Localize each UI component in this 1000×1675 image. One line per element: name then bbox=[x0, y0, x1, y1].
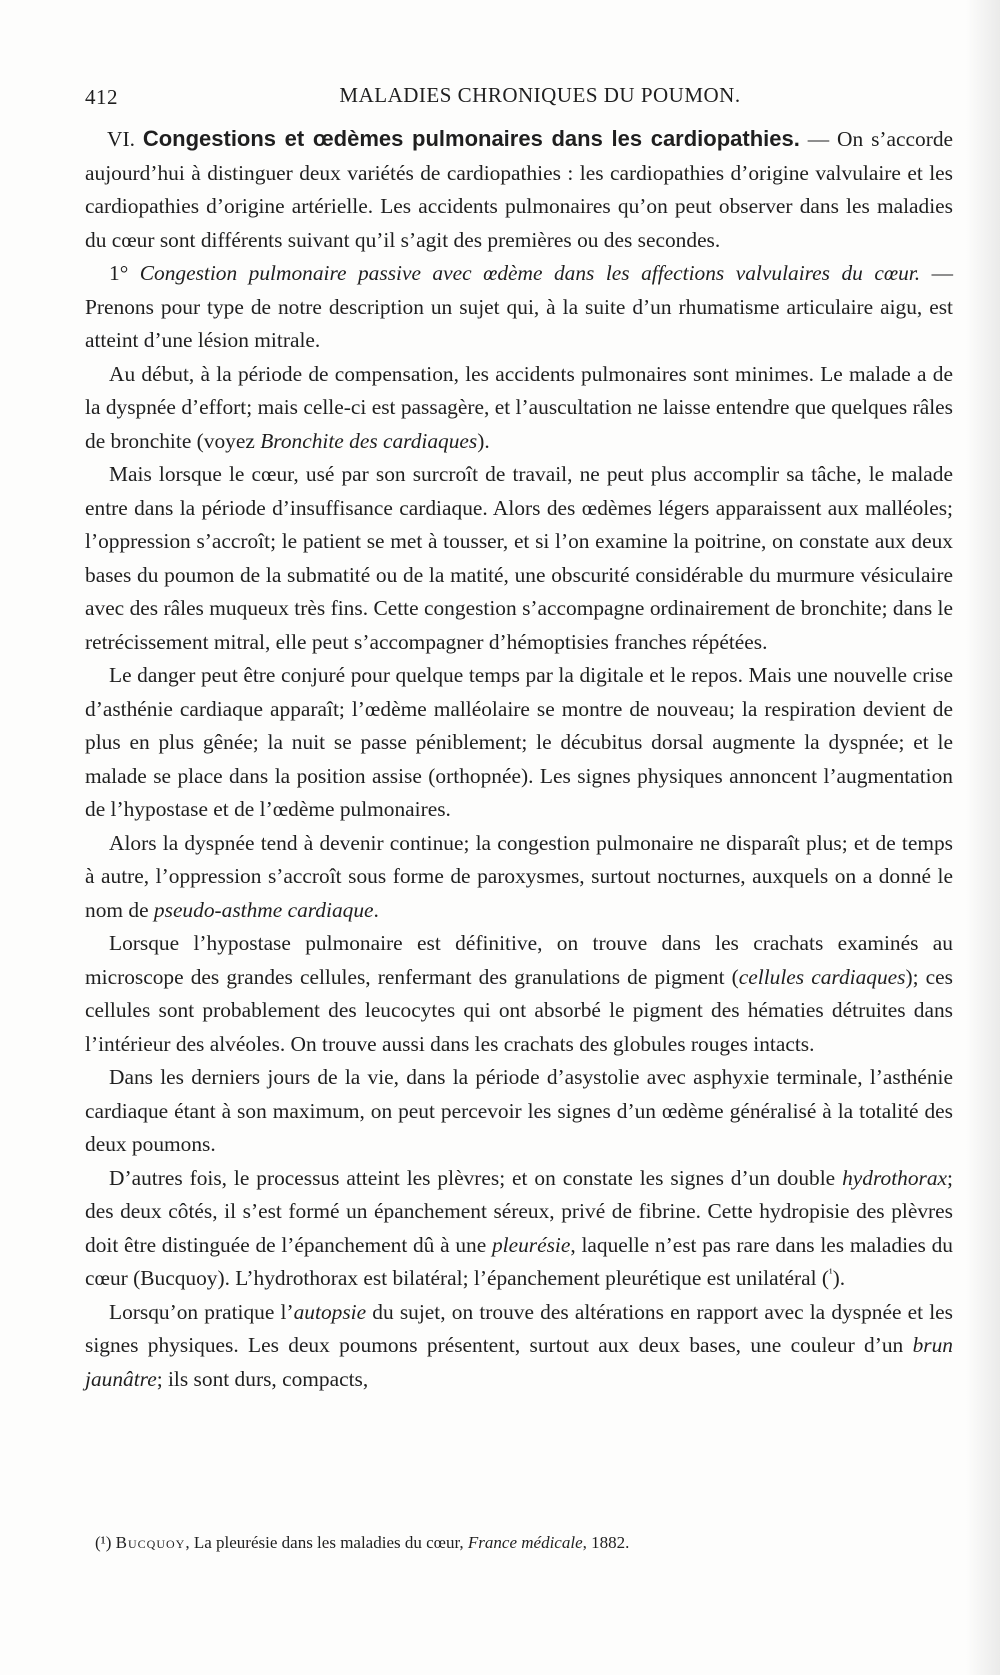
paragraph-text: ). bbox=[832, 1266, 846, 1290]
section-heading: Congestions et œdèmes pulmonaires dans les cardiopathies. bbox=[142, 126, 800, 151]
page-edge-shadow bbox=[966, 0, 1000, 1675]
term-italic: cellules cardiaques bbox=[738, 964, 906, 989]
paragraph-text: D’autres fois, le processus atteint les plèvres; et on constate les signes d’un double bbox=[109, 1165, 843, 1190]
paragraph-section-intro bbox=[85, 122, 953, 257]
paragraph-text: ); ces cellules sont probablement des leucocytes qui ont absorbé le pigment des hématies détruites dans l’intérieur des alvéoles. On trouve aussi dans les crachats des globules rouges intacts. bbox=[85, 964, 953, 1056]
term-italic: pleurésie bbox=[491, 1232, 571, 1257]
paragraph-text: Lorsque l’hypostase pulmonaire est définitive, on trouve dans les crachats examinés au microscope des grandes cellules, renfermant des granulations de pigment ( bbox=[85, 931, 953, 989]
paragraph-text: ). bbox=[477, 428, 490, 453]
paragraph-autopsy bbox=[85, 1296, 953, 1397]
paragraph-text: Au début, à la période de compensation, les accidents pulmonaires sont minimes. Le malade a de la dyspnée d’effort; mais celle-ci est passagère, et l’auscultation ne laisse entendre que quelques râles de bronchite (voyez bbox=[85, 361, 953, 453]
paragraph-text: , laquelle n’est pas rare dans les maladies du cœur (Bucquoy). L’hydrothorax est bilatéral; l’épanchement pleurétique est unilatéral ( bbox=[85, 1232, 953, 1290]
term-italic: autopsie bbox=[293, 1299, 367, 1324]
paragraph-subsection bbox=[85, 257, 953, 358]
section-number: VI. bbox=[107, 127, 135, 151]
paragraph-text: Lorsqu’on pratique l’ bbox=[109, 1299, 294, 1324]
subsection-heading: Congestion pulmonaire passive avec œdème dans les affections valvulaires du cœur. bbox=[139, 261, 921, 285]
page-number: 412 bbox=[85, 85, 118, 109]
footnote-author: Bucquoy bbox=[115, 1533, 186, 1552]
paragraph-text: Alors la dyspnée tend à devenir continue; la congestion pulmonaire ne disparaît plus; et de temps à autre, l’oppression s’accroît sous forme de paroxysmes, surtout nocturnes, auxquels on a donné le nom de bbox=[85, 830, 953, 922]
footnote-mark: (¹) bbox=[95, 1533, 112, 1552]
paragraph-compensation bbox=[85, 358, 953, 459]
paragraph-pseudo-asthma bbox=[85, 827, 953, 928]
paragraph-cardiac-cells bbox=[85, 927, 953, 1061]
term-italic: brun jaunâtre bbox=[85, 1333, 953, 1391]
footnote-text: , La pleurésie dans les maladies du cœur, bbox=[185, 1533, 468, 1552]
paragraph-asystole: Dans les derniers jours de la vie, dans la période d’asystolie avec asphyxie terminale, l’asthénie cardiaque étant à son maximum, on peut percevoir les signes d’un œdème généralisé à la totalité des deux poumons. bbox=[85, 1065, 953, 1156]
page-header bbox=[85, 83, 965, 113]
footnote-reference[interactable]: ¹ bbox=[829, 1265, 833, 1280]
subsection-number: 1° bbox=[109, 261, 129, 285]
footnote bbox=[95, 1531, 955, 1555]
paragraph-asthenia: Le danger peut être conjuré pour quelque temps par la digitale et le repos. Mais une nouvelle crise d’asthénie cardiaque apparaît; l’œdème malléolaire se montre de nouveau; la respiration devient de plus en plus gênée; la nuit se passe péniblement; le décubitus dorsal augmente la dyspnée; et le malade se place dans la position assise (orthopnée). Les signes physiques annoncent l’augmentation de l’hypostase et de l’œdème pulmonaires. bbox=[85, 663, 953, 821]
paragraph-text: du sujet, on trouve des altérations en rapport avec la dyspnée et les signes physiques. Les deux poumons présentent, surtout aux deux bases, une couleur d’un bbox=[85, 1299, 953, 1357]
paragraph-text: . bbox=[373, 897, 379, 922]
running-title: MALADIES CHRONIQUES DU POUMON. bbox=[339, 83, 741, 107]
body-text bbox=[85, 122, 953, 1396]
subsection-text: — Prenons pour type de notre description un sujet qui, à la suite d’un rhumatisme articulaire aigu, est atteint d’une lésion mitrale. bbox=[85, 261, 953, 352]
section-intro-text: — On s’accorde aujourd’hui à distinguer deux variétés de cardiopathies : les cardiopathies d’origine valvulaire et les cardiopathies d’origine artérielle. Les accidents pulmonaires qu’on peut observer dans les maladies du cœur sont différents suivant qu’il s’agit des premières ou des secondes. bbox=[85, 127, 954, 252]
paragraph-text: ; des deux côtés, il s’est formé un épanchement séreux, privé de fibrine. Cette hydropisie des plèvres doit être distinguée de l’épanchement dû à une bbox=[85, 1165, 953, 1257]
term-italic: hydrothorax bbox=[842, 1165, 948, 1190]
paragraph-text: ; ils sont durs, compacts, bbox=[156, 1366, 369, 1391]
term-italic: pseudo-asthme cardiaque bbox=[153, 897, 374, 922]
footnote-year: , 1882. bbox=[582, 1533, 630, 1552]
footnote-journal: France médicale bbox=[467, 1533, 583, 1552]
paragraph-insufficiency: Mais lorsque le cœur, usé par son surcroît de travail, ne peut plus accomplir sa tâche, le malade entre dans la période d’insuffisance cardiaque. Alors des œdèmes légers apparaissent aux malléoles; l’oppression s’accroît; le patient se met à tousser, et si l’on examine la poitrine, on constate aux deux bases du poumon de la submatité ou de la matité, une obscurité considérable du murmure vésiculaire avec des râles muqueux très fins. Cette congestion s’accompagne ordinairement de bronchite; dans le retrécissement mitral, elle peut s’accompagner d’hémoptisies franches répétées. bbox=[85, 462, 953, 654]
paragraph-hydrothorax bbox=[85, 1162, 953, 1296]
cross-reference: Bronchite des cardiaques bbox=[260, 428, 478, 453]
